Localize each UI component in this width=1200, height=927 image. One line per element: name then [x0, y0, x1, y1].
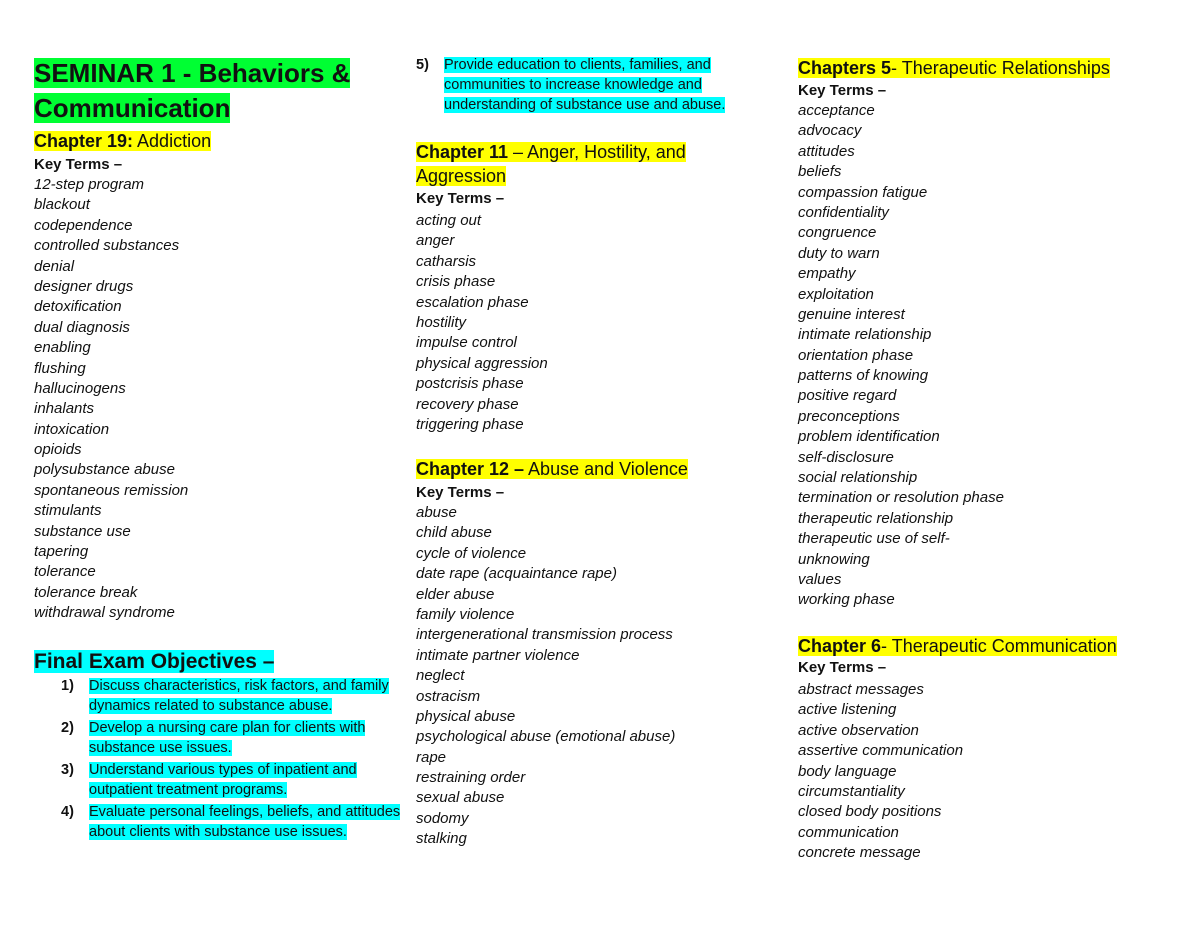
- key-term: physical abuse: [416, 707, 516, 725]
- objective-number: 1): [61, 678, 74, 694]
- chapter-6-label: Chapter 6: [798, 636, 882, 656]
- key-term: substance use: [34, 522, 131, 540]
- key-term: hallucinogens: [34, 379, 126, 397]
- objective-item: [34, 718, 419, 758]
- key-term: psychological abuse (emotional abuse): [416, 728, 676, 746]
- key-terms-label: Key Terms –: [34, 156, 123, 173]
- key-term: abstract messages: [798, 681, 924, 698]
- key-terms-label: Key Terms –: [416, 190, 505, 207]
- key-term: neglect: [416, 667, 465, 685]
- key-term: tolerance: [34, 563, 96, 581]
- key-terms-label: Key Terms –: [416, 484, 505, 501]
- key-term: confidentiality: [798, 203, 889, 221]
- key-term: impulse control: [416, 334, 517, 352]
- key-term: attitudes: [798, 142, 855, 160]
- key-term: recovery phase: [416, 395, 519, 413]
- chapter-11-term-list: [416, 211, 548, 435]
- chapter-11-label: Chapter 11: [416, 142, 509, 162]
- key-term: controlled substances: [34, 237, 180, 255]
- key-term: intimate partner violence: [416, 646, 580, 664]
- key-term: ostracism: [416, 687, 481, 705]
- chapter-19-term-list: [34, 175, 188, 624]
- key-term: abuse: [416, 504, 457, 521]
- chapter-5-heading: [798, 56, 1110, 80]
- key-term: genuine interest: [798, 305, 905, 323]
- key-term: tapering: [34, 543, 89, 561]
- key-term: spontaneous remission: [34, 481, 189, 499]
- key-term: empathy: [798, 265, 856, 283]
- key-term: duty to warn: [798, 244, 880, 262]
- objective-text: Provide education to clients, families, and communities to increase knowledge and understanding of substance use and abuse.: [444, 57, 726, 113]
- key-term: physical aggression: [416, 354, 548, 372]
- key-term: active listening: [798, 701, 897, 719]
- key-term: postcrisis phase: [416, 375, 524, 393]
- objectives-list-continued: [389, 55, 794, 117]
- key-term: unknowing: [798, 550, 870, 568]
- key-term: restraining order: [416, 769, 526, 787]
- key-term: rape: [416, 748, 447, 766]
- key-term: exploitation: [798, 285, 874, 303]
- key-term: date rape (acquaintance rape): [416, 565, 617, 583]
- key-term: values: [798, 570, 842, 588]
- objective-number: 5): [416, 57, 429, 73]
- key-term: social relationship: [798, 469, 918, 487]
- key-term: withdrawal syndrome: [34, 604, 175, 622]
- objective-number: 3): [61, 762, 74, 778]
- key-term: denial: [34, 257, 75, 275]
- key-term: body language: [798, 762, 897, 780]
- key-term: sodomy: [416, 809, 469, 827]
- objective-text: Understand various types of inpatient and outpatient treatment programs.: [89, 762, 357, 798]
- key-term: child abuse: [416, 524, 492, 542]
- objective-text: Develop a nursing care plan for clients with substance use issues.: [89, 720, 366, 756]
- key-term: working phase: [798, 591, 895, 609]
- key-terms-label: Key Terms –: [798, 82, 887, 99]
- chapter-5-term-list: [798, 101, 1004, 611]
- objective-text: Discuss characteristics, risk factors, and family dynamics related to substance abuse.: [89, 678, 389, 714]
- key-term: family violence: [416, 605, 515, 623]
- key-term: communication: [798, 823, 899, 841]
- key-term: stalking: [416, 830, 467, 848]
- chapter-12-label: Chapter 12 –: [416, 459, 525, 479]
- key-term: escalation phase: [416, 293, 529, 311]
- chapter-6-heading: [798, 634, 1117, 658]
- key-term: intimate relationship: [798, 326, 932, 344]
- key-term: anger: [416, 232, 455, 250]
- key-term: polysubstance abuse: [34, 461, 175, 479]
- key-term: inhalants: [34, 400, 95, 418]
- chapter-5-topic: - Therapeutic Relationships: [891, 58, 1110, 78]
- key-term: enabling: [34, 339, 91, 357]
- chapter-6-term-list: [798, 680, 963, 864]
- key-term: circumstantiality: [798, 782, 905, 800]
- objective-number: 2): [61, 720, 74, 736]
- chapter-12-topic: Abuse and Violence: [524, 459, 688, 479]
- key-term: intergenerational transmission process: [416, 626, 673, 644]
- key-term: closed body positions: [798, 803, 942, 821]
- objective-item: [34, 802, 419, 842]
- objective-item: [34, 760, 419, 800]
- chapter-5-label: Chapters 5: [798, 58, 892, 78]
- objective-number: 4): [61, 804, 74, 820]
- key-term: triggering phase: [416, 415, 524, 433]
- key-term: congruence: [798, 224, 877, 242]
- objective-item: [34, 676, 419, 716]
- key-term: positive regard: [798, 387, 897, 405]
- objective-text: Evaluate personal feelings, beliefs, and attitudes about clients with substance use issues.: [89, 804, 401, 840]
- key-term: self-disclosure: [798, 448, 894, 466]
- key-term: compassion fatigue: [798, 183, 928, 201]
- chapter-12-term-list: [416, 503, 675, 850]
- key-term: dual diagnosis: [34, 318, 130, 336]
- key-term: crisis phase: [416, 273, 496, 291]
- key-term: opioids: [34, 441, 82, 459]
- key-term: acting out: [416, 212, 482, 229]
- key-term: detoxification: [34, 298, 122, 316]
- key-term: blackout: [34, 196, 90, 214]
- key-term: elder abuse: [416, 585, 495, 603]
- key-term: intoxication: [34, 420, 110, 438]
- objective-item: [389, 55, 794, 115]
- key-term: termination or resolution phase: [798, 489, 1004, 507]
- key-term: stimulants: [34, 502, 102, 520]
- chapter-11-heading: [416, 140, 736, 188]
- key-term: assertive communication: [798, 742, 964, 760]
- key-term: problem identification: [798, 428, 940, 446]
- chapter-19-topic: Addiction: [133, 131, 212, 151]
- key-term: therapeutic use of self-: [798, 530, 950, 548]
- chapter-19-heading: [34, 129, 211, 153]
- objectives-list: [34, 676, 419, 844]
- chapter-11-topic: – Anger, Hostility, and Aggression: [416, 142, 686, 186]
- key-term: active observation: [798, 721, 919, 739]
- chapter-6-topic: - Therapeutic Communication: [881, 636, 1117, 656]
- key-term: flushing: [34, 359, 86, 377]
- key-term: tolerance break: [34, 583, 138, 601]
- chapter-19-label: Chapter 19:: [34, 131, 134, 151]
- key-term: patterns of knowing: [798, 367, 929, 385]
- key-term: designer drugs: [34, 277, 134, 295]
- chapter-12-heading: [416, 457, 688, 481]
- key-term: sexual abuse: [416, 789, 505, 807]
- key-term: orientation phase: [798, 346, 914, 364]
- key-term: advocacy: [798, 122, 862, 140]
- key-term: catharsis: [416, 252, 477, 270]
- key-terms-label: Key Terms –: [798, 659, 887, 676]
- key-term: preconceptions: [798, 407, 900, 425]
- key-term: acceptance: [798, 102, 875, 119]
- key-term: hostility: [416, 313, 467, 331]
- key-term: therapeutic relationship: [798, 509, 954, 527]
- key-term: beliefs: [798, 163, 842, 181]
- key-term: concrete message: [798, 844, 921, 862]
- key-term: codependence: [34, 216, 133, 234]
- seminar-title: SEMINAR 1 - Behaviors & Communication: [34, 58, 351, 123]
- key-term: 12-step program: [34, 176, 145, 193]
- final-exam-objectives-title: Final Exam Objectives –: [34, 650, 275, 673]
- key-term: cycle of violence: [416, 544, 527, 562]
